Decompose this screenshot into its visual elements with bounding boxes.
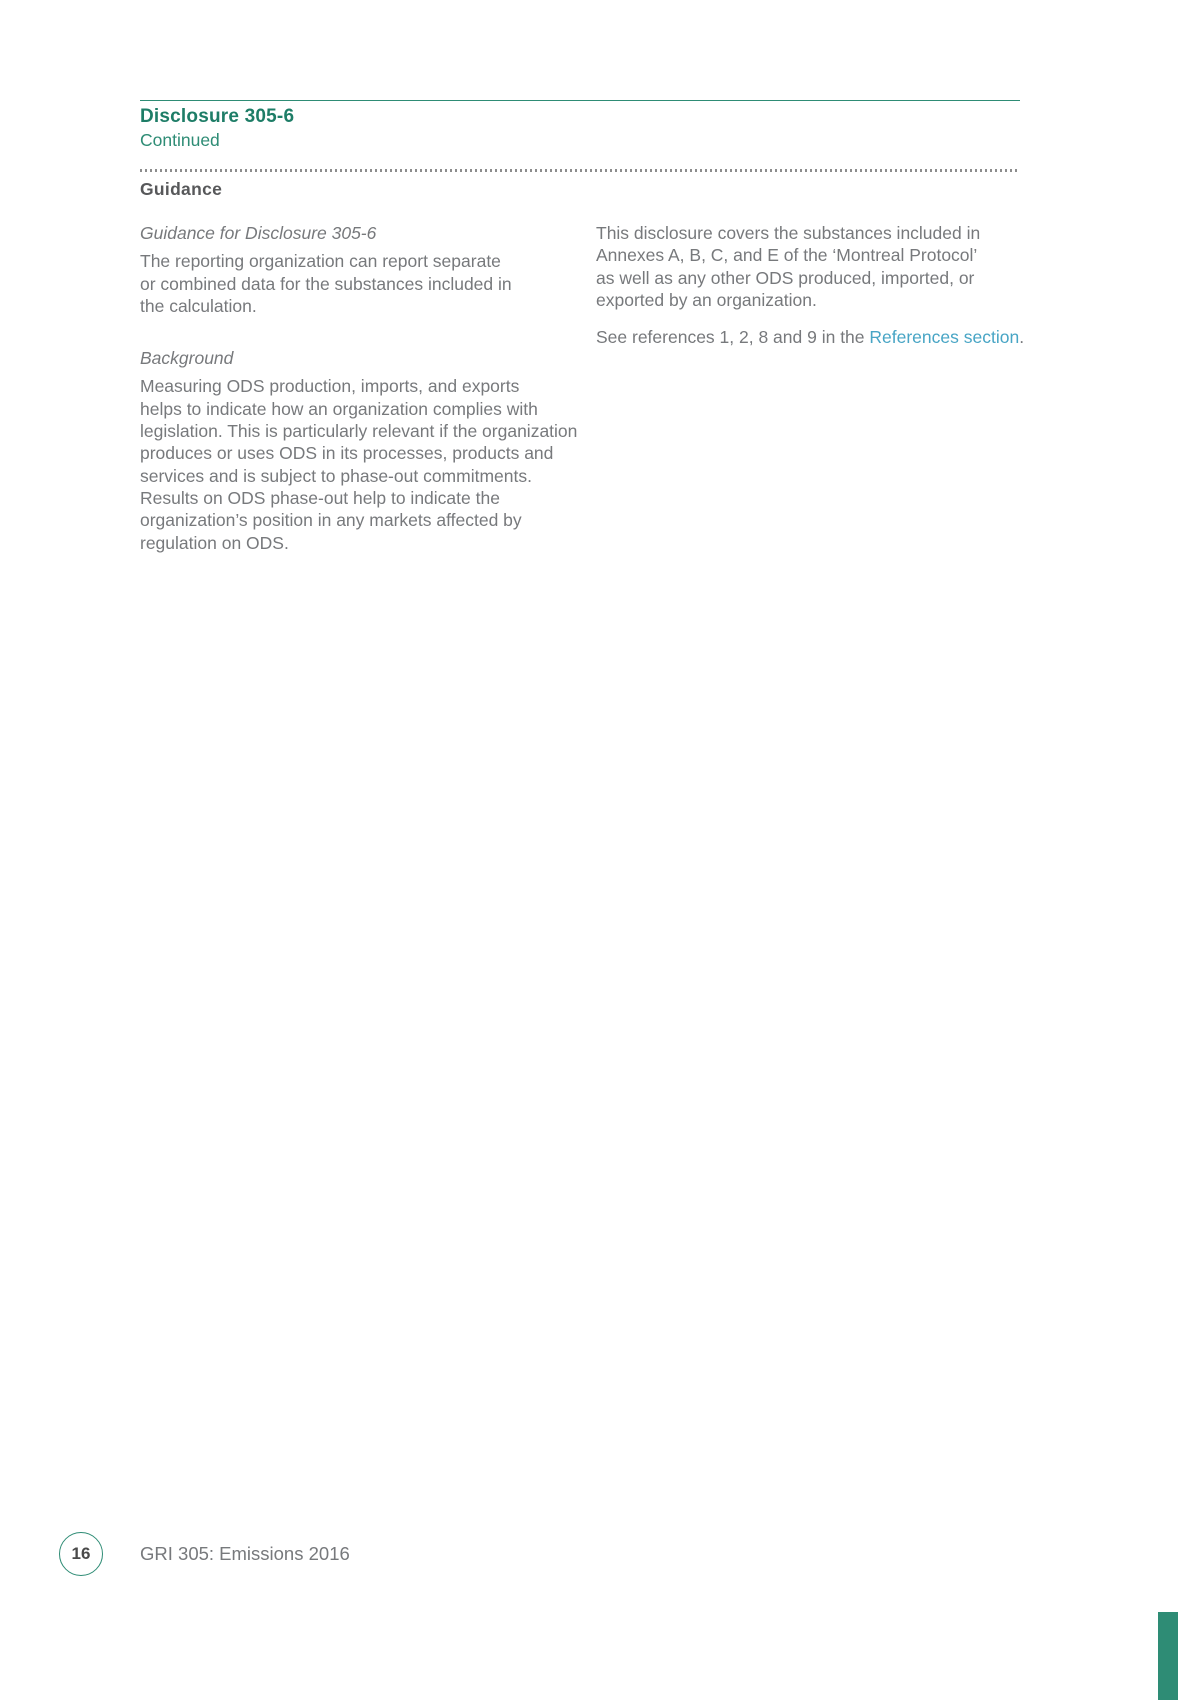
guidance-section-heading: Guidance xyxy=(140,179,223,199)
right-column xyxy=(596,222,1026,348)
paragraph-line: legislation. This is particularly relevant if the organization xyxy=(140,421,578,442)
paragraph-line: as well as any other ODS produced, imported, or xyxy=(596,267,975,288)
paragraph-line: Annexes A, B, C, and E of the ‘Montreal Protocol’ xyxy=(596,245,978,266)
paragraph-line: produces or uses ODS in its processes, products and xyxy=(140,443,554,464)
guidance-paragraph xyxy=(140,250,585,317)
paragraph-line: organization’s position in any markets affected by xyxy=(140,510,522,531)
guidance-for-disclosure-subheading: Guidance for Disclosure 305-6 xyxy=(140,223,377,243)
references-section-link[interactable]: References section xyxy=(869,327,1020,348)
background-paragraph xyxy=(140,375,585,553)
paragraph-line: exported by an organization. xyxy=(596,289,817,310)
paragraph-line: Results on ODS phase-out help to indicate the xyxy=(140,487,500,508)
top-rule-divider xyxy=(140,100,1020,101)
paragraph-line: services and is subject to phase-out commitments. xyxy=(140,465,532,486)
paragraph-line: the calculation. xyxy=(140,295,257,316)
references-note-period: . xyxy=(1019,327,1025,348)
page-number: 16 xyxy=(71,1544,91,1563)
paragraph-line: The reporting organization can report separate xyxy=(140,251,501,272)
page-number-badge xyxy=(59,1532,103,1576)
paragraph-line: Measuring ODS production, imports, and exports xyxy=(140,376,520,397)
paragraph-line: This disclosure covers the substances included in xyxy=(596,223,981,243)
disclosure-coverage-paragraph xyxy=(596,222,1026,311)
left-column xyxy=(140,222,585,554)
paragraph-line: regulation on ODS. xyxy=(140,532,289,553)
disclosure-subtitle: Continued xyxy=(140,130,220,150)
disclosure-title: Disclosure 305-6 xyxy=(140,106,295,127)
footer-document-title: GRI 305: Emissions 2016 xyxy=(140,1543,350,1564)
references-note-text: See references 1, 2, 8 and 9 in the xyxy=(596,327,870,348)
background-subheading: Background xyxy=(140,348,234,369)
paragraph-line: helps to indicate how an organization complies with xyxy=(140,398,538,419)
page-edge-tab xyxy=(1158,1612,1178,1700)
paragraph-line: or combined data for the substances included in xyxy=(140,273,512,294)
dotted-divider xyxy=(140,169,1020,172)
references-note xyxy=(596,326,1026,348)
